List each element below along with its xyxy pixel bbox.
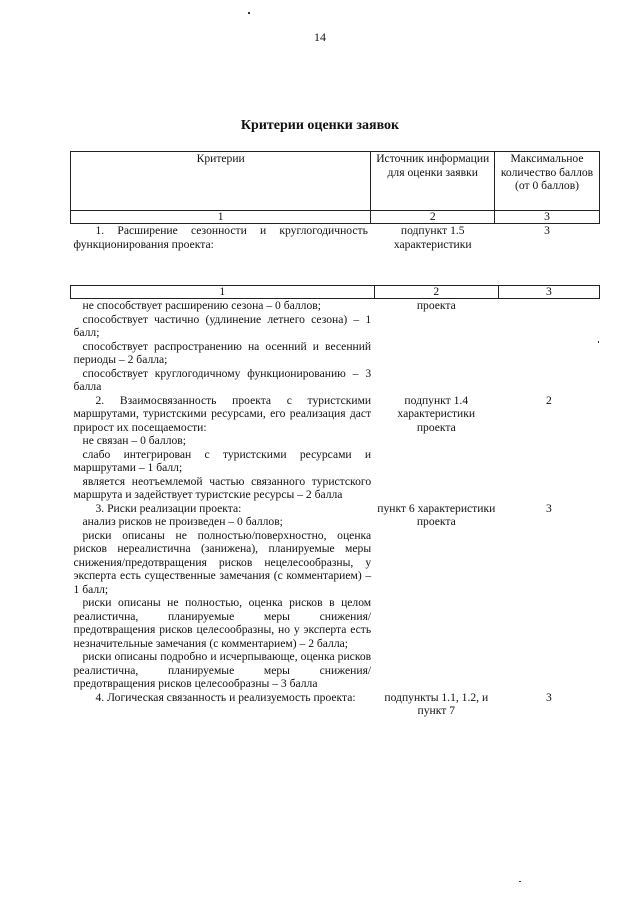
column-number: 2 — [374, 286, 498, 299]
criterion-2-row — [71, 394, 600, 502]
criterion-4-source: подпункты 1.1, 1.2, и пункт 7 — [384, 690, 489, 717]
criterion-1-source: подпункт 1.5 характеристики — [393, 224, 472, 251]
option: риски описаны не полностью/поверхностно, оценка рисков нереалистична (занижена), планируемые меры снижения/предотвращения рисков нецелесообразны, у эксперта есть существенные замечания (с комментарием) – 1 балл; — [73, 528, 372, 596]
column-number: 1 — [71, 211, 371, 224]
criterion-2-name: 2. Взаимосвязанность проекта с туристскими маршрутами, туристскими ресурсами, его реализация даст прирост их посещаемости: — [73, 393, 372, 434]
criterion-1-row — [71, 224, 600, 252]
criterion-4-max: 3 — [546, 690, 552, 704]
option: не связан – 0 баллов; — [82, 434, 186, 447]
criterion-1-max: 3 — [544, 224, 550, 237]
page-number: 14 — [314, 30, 326, 44]
scan-speck — [519, 881, 521, 882]
option: способствует частично (удлинение летнего сезона) – 1 балл; — [73, 312, 372, 339]
criterion-4-name: 4. Логическая связанность и реализуемость проекта: — [95, 690, 356, 704]
option: анализ рисков не произведен – 0 баллов; — [82, 515, 283, 528]
criterion-3-cell — [71, 502, 375, 691]
criterion-1-name: 1. Расширение сезонности и круглогодичность функционирования проекта: — [73, 224, 368, 251]
column-number: 2 — [371, 211, 495, 224]
column-number: 3 — [498, 286, 599, 299]
criteria-table-part-1 — [70, 151, 600, 251]
criteria-table-part-2 — [70, 285, 600, 718]
option: риски описаны подробно и исчерпывающе, оценка рисков реалистична, планируемые меры снижения/предотвращения рисков целесообразны – 3 балла — [73, 650, 372, 690]
criterion-2-source: подпункт 1.4 характеристики проекта — [397, 393, 476, 434]
criterion-3-name: 3. Риски реализации проекта: — [95, 501, 242, 515]
criterion-3-source: пункт 6 характеристики проекта — [377, 501, 496, 528]
criterion-4-row — [71, 691, 600, 718]
criterion-3-max: 3 — [546, 501, 552, 515]
criterion-2-cell — [71, 394, 375, 502]
column-number-row — [71, 211, 600, 224]
header-max-score: Максимальное количество баллов (от 0 баллов) — [495, 152, 600, 211]
column-number: 3 — [495, 211, 600, 224]
header-source: Источник информации для оценки заявки — [371, 152, 495, 211]
criterion-1-options — [71, 299, 375, 394]
header-criteria: Критерии — [71, 152, 371, 211]
criterion-1-source-continued: проекта — [416, 299, 456, 312]
criterion-2-max: 2 — [546, 393, 552, 407]
option: способствует распространению на осенний и весенний периоды – 2 балла; — [73, 339, 372, 366]
scan-speck — [248, 12, 250, 14]
option: не способствует расширению сезона – 0 баллов; — [82, 299, 321, 312]
column-number-row — [71, 286, 600, 299]
option: риски описаны не полностью, оценка рисков в целом реалистична, планируемые меры снижения/предотвращения рисков целесообразны, но у эксперта есть незначительные замечания (с комментарием) – 2 балла; — [73, 596, 372, 650]
page-title: Критерии оценки заявок — [240, 118, 400, 133]
option: способствует круглогодичному функционированию – 3 балла — [73, 366, 372, 393]
criterion-3-row — [71, 502, 600, 691]
table-header-row — [71, 152, 600, 211]
scan-speck — [598, 341, 599, 343]
option: слабо интегрирован с туристскими ресурсами и маршрутами – 1 балл; — [73, 447, 372, 474]
option: является неотъемлемой частью связанного туристского маршрута и задействует туристские ресурсы – 2 балла — [73, 474, 372, 501]
column-number: 1 — [71, 286, 375, 299]
criterion-1-continued-row — [71, 299, 600, 394]
